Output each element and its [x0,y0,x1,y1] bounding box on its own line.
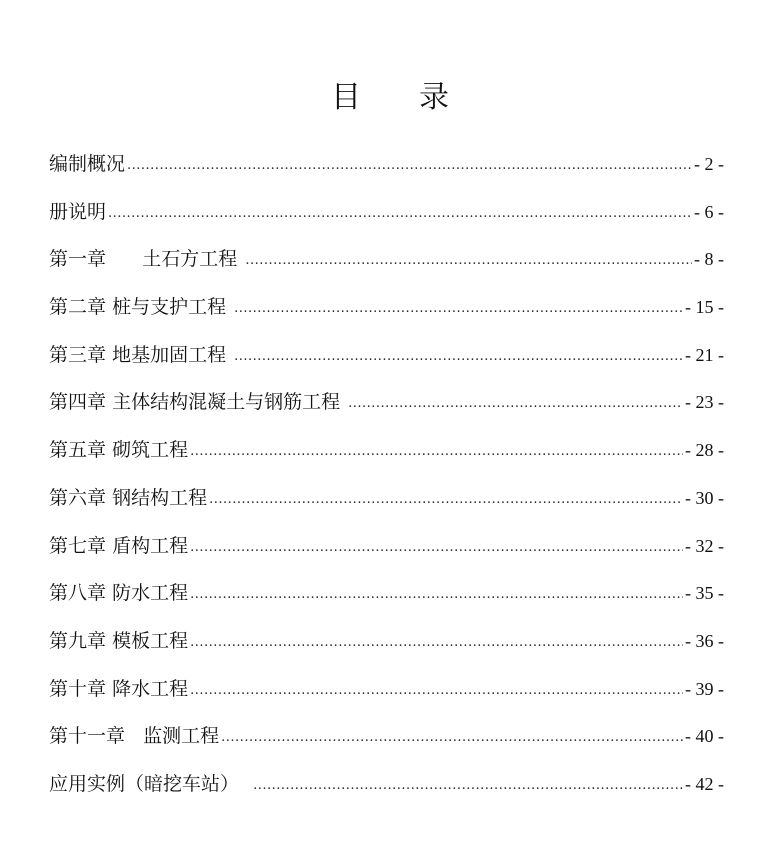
toc-entry[interactable] [49,432,724,480]
toc-chapter: 第五章 [49,439,107,462]
toc-page-number: - 6 - [694,201,724,222]
toc-chapter: 第四章 [49,391,107,414]
page-title [0,72,780,116]
toc-entry[interactable] [49,623,724,671]
title-char-2: 录 [419,80,449,115]
toc-page-number: - 15 - [685,297,724,318]
toc-section-name: 砌筑工程 [112,439,189,462]
toc-dot-leader [190,577,683,613]
toc-page-number: - 32 - [685,535,724,556]
toc-entry[interactable] [49,289,724,337]
toc-chapter: 第十章 [49,677,107,700]
toc-entry[interactable] [49,384,724,432]
toc-section-name: 土石方工程 [142,248,244,271]
toc-dot-leader [234,339,683,375]
toc-chapter: 第三章 [49,343,107,366]
toc-entry[interactable] [49,528,724,576]
table-of-contents [49,146,724,814]
toc-separator [106,241,142,277]
toc-section-name: 防水工程 [112,582,189,605]
toc-chapter: 册说明 [49,200,107,223]
toc-entry[interactable] [49,241,724,289]
toc-page-number: - 21 - [685,344,724,365]
toc-section-name: 模板工程 [112,629,189,652]
toc-dot-leader [190,530,683,566]
toc-section-name: 主体结构混凝土与钢筋工程 [112,391,347,414]
toc-entry[interactable] [49,575,724,623]
toc-page-number: - 39 - [685,678,724,699]
toc-page-number: - 42 - [685,773,724,794]
toc-page-number: - 40 - [685,726,724,747]
toc-separator [125,718,143,754]
toc-dot-leader [190,625,683,661]
toc-dot-leader [234,291,683,327]
toc-dot-leader [348,386,683,422]
toc-section-name [239,773,251,795]
toc-chapter: 第九章 [49,629,107,652]
toc-dot-leader [190,673,683,709]
toc-entry[interactable] [49,146,724,194]
toc-chapter: 第七章 [49,534,107,557]
toc-dot-leader [253,768,683,804]
toc-entry[interactable] [49,194,724,242]
toc-entry[interactable] [49,337,724,385]
toc-section-name: 降水工程 [112,677,189,700]
toc-chapter: 第二章 [49,296,107,319]
toc-dot-leader [127,148,692,184]
toc-chapter: 编制概况 [49,153,126,175]
toc-entry[interactable] [49,766,724,814]
toc-section-name: 钢结构工程 [112,486,208,509]
toc-chapter: 第八章 [49,582,107,605]
toc-section-name: 桩与支护工程 [112,296,233,319]
toc-dot-leader [245,243,692,279]
toc-section-name: 盾构工程 [112,534,189,557]
toc-entry[interactable] [49,671,724,719]
toc-dot-leader [190,434,683,470]
toc-page-number: - 36 - [685,630,724,651]
toc-section-name: 监测工程 [143,725,220,748]
toc-chapter: 应用实例（暗挖车站） [49,772,240,795]
toc-page-number: - 28 - [685,440,724,461]
toc-page-number: - 35 - [685,583,724,604]
toc-page-number: - 23 - [685,392,724,413]
toc-page-number: - 8 - [694,249,724,270]
toc-chapter: 第十一章 [49,725,126,748]
toc-page-number: - 30 - [685,487,724,508]
toc-chapter: 第六章 [49,486,107,509]
toc-entry[interactable] [49,718,724,766]
toc-chapter: 第一章 [49,248,107,271]
toc-page-number: - 2 - [694,154,724,174]
toc-section-name: 地基加固工程 [112,343,233,366]
toc-dot-leader [108,196,692,232]
toc-entry[interactable] [49,480,724,528]
toc-dot-leader [221,720,683,756]
title-char-1: 目 [331,80,361,115]
toc-dot-leader [209,482,683,518]
